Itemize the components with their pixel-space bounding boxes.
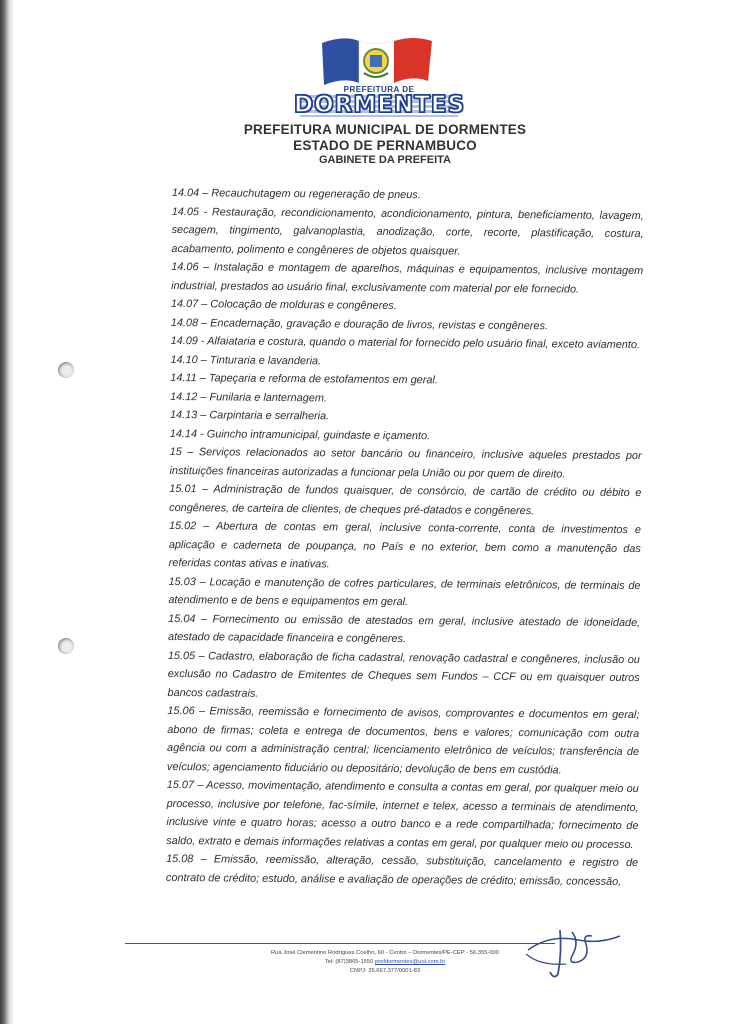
paragraph-14-11: 14.11 – Tapeçaria e reforma de estofamentos em geral.	[170, 371, 438, 387]
paragraph-15-06: 15.06 – Emissão, reemissão e fornecimento de avisos, comprovantes e documentos em geral; abono de firmas; coleta e entrega de documentos, bens e valores; comunicação com outra agência ou com a administração central; licenciamento eletrônico de veículos; transferência de veículos; agenciamento fiduciário ou depositário; devolução de bens em custódia.	[166, 704, 640, 776]
header-state: ESTADO DE PERNAMBUCO	[293, 138, 477, 153]
paragraph-15-05: 15.05 – Cadastro, elaboração de ficha cadastral, renovação cadastral e congêneres, inclusão ou exclusão no Cadastro de Emitentes de Cheques sem Fundos – CCF ou em quaisquer outros bancos cadastrais.	[167, 649, 640, 700]
paragraph-15-02: 15.02 – Abertura de contas em geral, inclusive conta-corrente, conta de investimentos e aplicação e caderneta de poupança, no País e no exterior, bem como a manutenção das referidas contas ativas e inativas.	[168, 519, 642, 571]
paragraph-14-13: 14.13 – Carpintaria e serralheria.	[169, 408, 330, 423]
paragraph-15-04: 15.04 – Fornecimento ou emissão de atestados em geral, inclusive atestado de idoneidade, atestado de capacidade financeira e congêneres.	[167, 612, 641, 646]
punch-hole	[58, 362, 74, 378]
paragraph-14-12: 14.12 – Funilaria e lanternagem.	[170, 390, 328, 404]
header-office: GABINETE DA PREFEITA	[318, 154, 451, 166]
footer-phone: Tel: (87)3865-1550	[324, 959, 374, 965]
signature-image	[520, 922, 640, 982]
paragraph-14-14: 14.14 - Guincho intramunicipal, guindaste e içamento.	[169, 427, 431, 442]
footer-email-link[interactable]: prefdormentes@uol.com.br	[374, 959, 446, 965]
paragraph-15-03: 15.03 – Locação e manutenção de cofres particulares, de terminais eletrônicos, de terminais de atendimento e de bens e equipamentos em geral.	[168, 575, 641, 609]
footer-cnpj: CNPJ: 35.667.377/0001-83	[349, 968, 421, 974]
footer-contact	[200, 959, 570, 965]
paragraph-14-08: 14.08 – Encadernação, gravação e douração de livros, revistas e congêneres.	[170, 316, 549, 332]
header-title: PREFEITURA MUNICIPAL DE DORMENTES	[243, 122, 527, 137]
logo-caption: PREFEITURA DE	[343, 85, 415, 94]
flag-icon	[314, 33, 439, 93]
paragraph-15-07: 15.07 – Acesso, movimentação, atendimento e consulta a contas em geral, por qualquer meio ou processo, inclusive por telefone, fac-símile, internet e telex, acesso a terminais de atendimento, inclusive vinte e quatro horas; acesso a outro banco e a rede compartilhada; fornecimento de saldo, extrato e demais informações relativas a contas em geral, por qualquer meio ou processo.	[166, 778, 639, 851]
paragraph-14-10: 14.10 – Tinturaria e lavanderia.	[170, 353, 322, 367]
document-body	[166, 184, 644, 891]
footer-divider	[125, 943, 555, 944]
paragraph-15-01: 15.01 – Administração de fundos quaisquer, de consórcio, de cartão de crédito ou débito e congêneres, de carteira de clientes, de cheques pré-datados e congêneres.	[169, 482, 642, 517]
punch-hole	[58, 638, 74, 654]
logo-name: DORMENTES	[294, 92, 466, 118]
paragraph-14-06: 14.06 – Instalação e montagem de aparelhos, máquinas e equipamentos, inclusive montagem industrial, prestados ao usuário final, exclusivamente com material por ele fornecido.	[171, 260, 644, 296]
paragraph-14-09: 14.09 - Alfaiataria e costura, quando o material for fornecido pelo usuário final, exceto aviamento.	[170, 334, 641, 352]
paragraph-14-04: 14.04 – Recauchutagem ou regeneração de pneus.	[171, 186, 421, 202]
paragraph-14-07: 14.07 – Colocação de molduras e congêneres.	[170, 297, 397, 312]
paragraph-15-08: 15.08 – Emissão, reemissão, alteração, cessão, substituição, cancelamento e registro de contrato de crédito; estudo, análise e avaliação de operações de crédito; emissão, concessão,	[165, 852, 639, 888]
municipal-logo	[294, 33, 464, 119]
paragraph-15: 15 – Serviços relacionados ao setor bancário ou financeiro, inclusive aqueles prestados por instituições financeiras autorizadas a funcionar pela União ou por quem de direito.	[169, 445, 642, 480]
paragraph-14-05: 14.05 - Restauração, recondicionamento, acondicionamento, pintura, beneficiamento, lavagem, secagem, tingimento, galvanoplastia, anodização, corte, recorte, plastificação, costura, acabamento, polimento e congêneres de objetos quaisquer.	[171, 205, 644, 258]
footer-address: Rua José Clementino Rodrigues Coelho, 60 - Centro – Dormentes/PE-CEP - 56.355-000	[270, 950, 500, 956]
